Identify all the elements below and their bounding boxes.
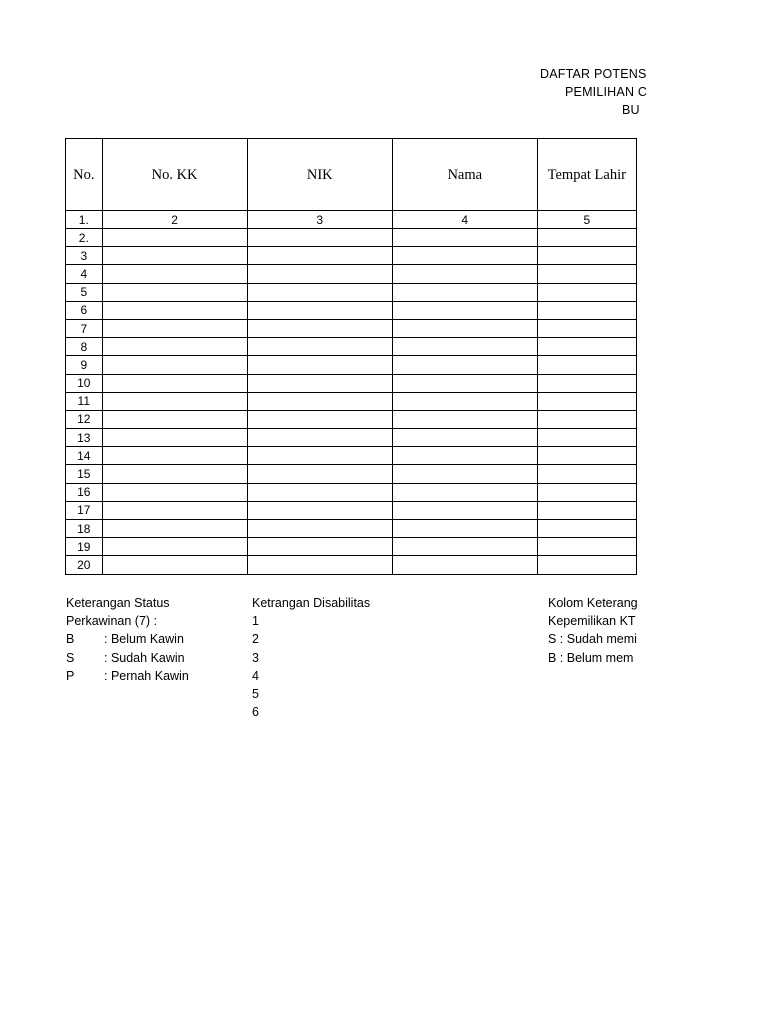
legend-code: B xyxy=(66,632,75,647)
nik-cell[interactable] xyxy=(247,283,392,301)
tempat-lahir-cell[interactable] xyxy=(537,392,636,410)
legend-label: : Pernah Kawin xyxy=(104,668,189,683)
no-kk-cell[interactable] xyxy=(102,283,247,301)
legend-title: Ketrangan Disabilitas xyxy=(252,596,371,610)
row-number-cell: 15 xyxy=(66,465,103,483)
table-row xyxy=(66,374,637,392)
nik-cell[interactable] xyxy=(247,501,392,519)
legend-item: 5 xyxy=(252,687,259,702)
tempat-lahir-cell[interactable] xyxy=(537,483,636,501)
nik-cell[interactable] xyxy=(247,410,392,428)
row-number-cell: 9 xyxy=(66,356,103,374)
no-kk-cell[interactable] xyxy=(102,392,247,410)
nik-cell[interactable] xyxy=(247,247,392,265)
table-row xyxy=(66,356,637,374)
legend-item: 4 xyxy=(252,668,259,683)
no-kk-cell[interactable] xyxy=(102,501,247,519)
no-kk-cell[interactable] xyxy=(102,429,247,447)
tempat-lahir-cell[interactable] xyxy=(537,465,636,483)
nik-cell[interactable] xyxy=(247,338,392,356)
row-number-cell: 3 xyxy=(66,247,103,265)
tempat-lahir-cell[interactable] xyxy=(537,283,636,301)
no-kk-cell[interactable] xyxy=(102,447,247,465)
legend-item: 6 xyxy=(252,705,259,720)
row-number-cell: 11 xyxy=(66,392,103,410)
nama-cell[interactable] xyxy=(392,301,537,319)
row-number-cell: 4 xyxy=(66,265,103,283)
no-kk-cell[interactable] xyxy=(102,301,247,319)
nama-cell[interactable] xyxy=(392,501,537,519)
nama-cell[interactable] xyxy=(392,374,537,392)
nama-cell[interactable] xyxy=(392,247,537,265)
table-row xyxy=(66,465,637,483)
table-row xyxy=(66,392,637,410)
table-row xyxy=(66,338,637,356)
table-row xyxy=(66,247,637,265)
header-nama: Nama xyxy=(392,139,537,211)
row-number-cell: 17 xyxy=(66,501,103,519)
nik-cell[interactable] xyxy=(247,301,392,319)
column-number: 3 xyxy=(247,211,392,229)
nama-cell[interactable] xyxy=(392,556,537,574)
row-number-cell: 16 xyxy=(66,483,103,501)
column-number: 4 xyxy=(392,211,537,229)
row-number-cell: 6 xyxy=(66,301,103,319)
tempat-lahir-cell[interactable] xyxy=(537,247,636,265)
row-number-cell: 5 xyxy=(66,283,103,301)
nama-cell[interactable] xyxy=(392,465,537,483)
document-title-line-1: DAFTAR POTENS xyxy=(540,67,647,81)
tempat-lahir-cell[interactable] xyxy=(537,501,636,519)
nik-cell[interactable] xyxy=(247,483,392,501)
nik-cell[interactable] xyxy=(247,447,392,465)
no-kk-cell[interactable] xyxy=(102,265,247,283)
nik-cell[interactable] xyxy=(247,429,392,447)
legend-title: Perkawinan (7) : xyxy=(66,614,158,629)
legend-label: : Sudah Kawin xyxy=(104,650,185,665)
document-title-line-2: PEMILIHAN C xyxy=(565,85,648,99)
table-row xyxy=(66,556,637,574)
row-number-cell: 7 xyxy=(66,319,103,337)
tempat-lahir-cell[interactable] xyxy=(537,410,636,428)
header-nik: NIK xyxy=(247,139,392,211)
ktp-ownership-legend xyxy=(548,594,638,667)
row-number-cell: 12 xyxy=(66,410,103,428)
tempat-lahir-cell[interactable] xyxy=(537,520,636,538)
table-body xyxy=(66,229,637,575)
tempat-lahir-cell[interactable] xyxy=(537,538,636,556)
nama-cell[interactable] xyxy=(392,410,537,428)
nik-cell[interactable] xyxy=(247,538,392,556)
row-number-cell: 13 xyxy=(66,429,103,447)
row-number-cell: 18 xyxy=(66,520,103,538)
document-title-line-3: BU xyxy=(622,103,640,117)
legend-code: S xyxy=(66,650,75,665)
nik-cell[interactable] xyxy=(247,319,392,337)
table-row xyxy=(66,520,637,538)
tempat-lahir-cell[interactable] xyxy=(537,429,636,447)
table-row xyxy=(66,301,637,319)
row-number-cell: 14 xyxy=(66,447,103,465)
legend-item: B : Belum mem xyxy=(548,650,634,665)
tempat-lahir-cell[interactable] xyxy=(537,265,636,283)
column-number: 5 xyxy=(537,211,636,229)
table-row xyxy=(66,265,637,283)
nik-cell[interactable] xyxy=(247,520,392,538)
table-row xyxy=(66,538,637,556)
legend-item: 3 xyxy=(252,650,259,665)
header-no-kk: No. KK xyxy=(102,139,247,211)
legend-item: 2 xyxy=(252,632,259,647)
tempat-lahir-cell[interactable] xyxy=(537,301,636,319)
nama-cell[interactable] xyxy=(392,538,537,556)
table-header-row xyxy=(66,139,637,211)
legend-title: Keterangan Status xyxy=(66,596,170,610)
table-row xyxy=(66,429,637,447)
no-kk-cell[interactable] xyxy=(102,356,247,374)
no-kk-cell[interactable] xyxy=(102,319,247,337)
row-number-cell: 2. xyxy=(66,229,103,247)
column-number: 2 xyxy=(102,211,247,229)
legend-label: : Belum Kawin xyxy=(104,632,184,647)
no-kk-cell[interactable] xyxy=(102,338,247,356)
table-row xyxy=(66,229,637,247)
legend-item: 1 xyxy=(252,614,259,629)
table-row xyxy=(66,483,637,501)
header-tempat-lahir: Tempat Lahir xyxy=(537,139,636,211)
no-kk-cell[interactable] xyxy=(102,556,247,574)
nik-cell[interactable] xyxy=(247,356,392,374)
nama-cell[interactable] xyxy=(392,483,537,501)
legend-item: S : Sudah memi xyxy=(548,632,637,647)
no-kk-cell[interactable] xyxy=(102,538,247,556)
nama-cell[interactable] xyxy=(392,283,537,301)
voter-potential-table xyxy=(65,138,637,575)
tempat-lahir-cell[interactable] xyxy=(537,338,636,356)
no-kk-cell[interactable] xyxy=(102,247,247,265)
nik-cell[interactable] xyxy=(247,374,392,392)
tempat-lahir-cell[interactable] xyxy=(537,229,636,247)
no-kk-cell[interactable] xyxy=(102,520,247,538)
header-no: No. xyxy=(66,139,103,211)
marital-status-legend xyxy=(66,594,189,685)
table-row xyxy=(66,447,637,465)
row-number-cell: 19 xyxy=(66,538,103,556)
nik-cell[interactable] xyxy=(247,265,392,283)
table-row xyxy=(66,283,637,301)
nama-cell[interactable] xyxy=(392,265,537,283)
legend-item xyxy=(66,630,189,648)
nik-cell[interactable] xyxy=(247,465,392,483)
nama-cell[interactable] xyxy=(392,319,537,337)
no-kk-cell[interactable] xyxy=(102,374,247,392)
column-number-row xyxy=(66,211,637,229)
tempat-lahir-cell[interactable] xyxy=(537,374,636,392)
legend-item xyxy=(66,649,189,667)
nama-cell[interactable] xyxy=(392,447,537,465)
no-kk-cell[interactable] xyxy=(102,410,247,428)
nama-cell[interactable] xyxy=(392,429,537,447)
tempat-lahir-cell[interactable] xyxy=(537,319,636,337)
tempat-lahir-cell[interactable] xyxy=(537,356,636,374)
legend-item xyxy=(66,667,189,685)
tempat-lahir-cell[interactable] xyxy=(537,447,636,465)
no-kk-cell[interactable] xyxy=(102,229,247,247)
nik-cell[interactable] xyxy=(247,229,392,247)
table-row xyxy=(66,319,637,337)
disability-legend xyxy=(252,594,370,721)
table-row xyxy=(66,410,637,428)
nik-cell[interactable] xyxy=(247,392,392,410)
legend-title: Kepemilikan KT xyxy=(548,614,636,629)
nama-cell[interactable] xyxy=(392,392,537,410)
legend-title: Kolom Keterang xyxy=(548,596,638,610)
nama-cell[interactable] xyxy=(392,338,537,356)
no-kk-cell[interactable] xyxy=(102,483,247,501)
table-row xyxy=(66,501,637,519)
row-number-cell: 8 xyxy=(66,338,103,356)
nama-cell[interactable] xyxy=(392,520,537,538)
tempat-lahir-cell[interactable] xyxy=(537,556,636,574)
row-number-cell: 10 xyxy=(66,374,103,392)
nik-cell[interactable] xyxy=(247,556,392,574)
nama-cell[interactable] xyxy=(392,356,537,374)
nama-cell[interactable] xyxy=(392,229,537,247)
legend-code: P xyxy=(66,668,75,683)
no-kk-cell[interactable] xyxy=(102,465,247,483)
row-number-cell: 20 xyxy=(66,556,103,574)
column-number: 1. xyxy=(66,211,103,229)
